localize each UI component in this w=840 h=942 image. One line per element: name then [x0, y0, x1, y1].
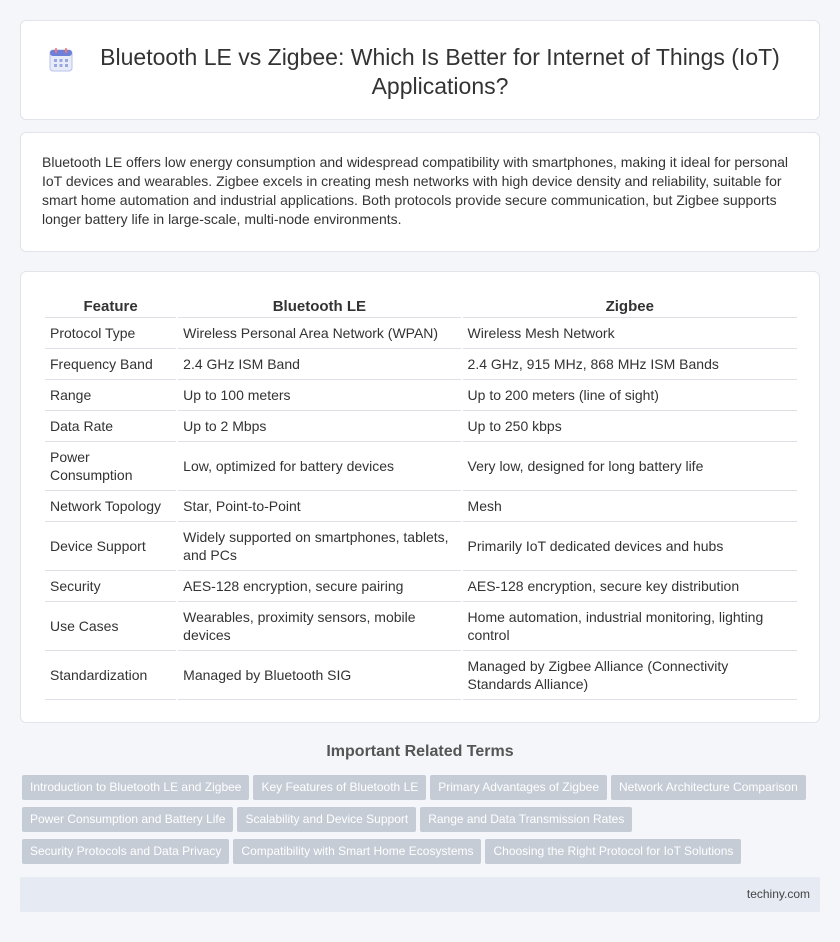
- related-term-tag[interactable]: Primary Advantages of Zigbee: [430, 775, 607, 800]
- feature-cell: Network Topology: [45, 491, 176, 522]
- column-header-zigbee: Zigbee: [463, 296, 797, 318]
- related-term-tag[interactable]: Network Architecture Comparison: [611, 775, 806, 800]
- zigbee-cell: Mesh: [463, 491, 797, 522]
- related-term-tag[interactable]: Compatibility with Smart Home Ecosystems: [233, 839, 481, 864]
- bluetooth-cell: Star, Point-to-Point: [178, 491, 460, 522]
- column-header-bluetooth-le: Bluetooth LE: [178, 296, 460, 318]
- bluetooth-cell: Widely supported on smartphones, tablets, and PCs: [178, 522, 460, 571]
- summary-card: [20, 132, 820, 252]
- related-terms-heading: Important Related Terms: [326, 743, 514, 760]
- feature-cell: Power Consumption: [45, 442, 176, 491]
- bluetooth-cell: AES-128 encryption, secure pairing: [178, 571, 460, 602]
- feature-cell: Device Support: [45, 522, 176, 571]
- feature-cell: Frequency Band: [45, 349, 176, 380]
- table-row: [45, 442, 797, 491]
- feature-cell: Standardization: [45, 651, 176, 700]
- zigbee-cell: 2.4 GHz, 915 MHz, 868 MHz ISM Bands: [463, 349, 797, 380]
- bluetooth-cell: 2.4 GHz ISM Band: [178, 349, 460, 380]
- title-card: [20, 20, 820, 120]
- feature-cell: Protocol Type: [45, 318, 176, 349]
- bluetooth-cell: Up to 100 meters: [178, 380, 460, 411]
- bluetooth-cell: Wearables, proximity sensors, mobile devices: [178, 602, 460, 651]
- related-term-tag[interactable]: Introduction to Bluetooth LE and Zigbee: [22, 775, 249, 800]
- feature-cell: Use Cases: [45, 602, 176, 651]
- zigbee-cell: Very low, designed for long battery life: [463, 442, 797, 491]
- bluetooth-cell: Wireless Personal Area Network (WPAN): [178, 318, 460, 349]
- zigbee-cell: Up to 250 kbps: [463, 411, 797, 442]
- table-row: [45, 651, 797, 700]
- related-term-tag[interactable]: Security Protocols and Data Privacy: [22, 839, 229, 864]
- comparison-table: [43, 296, 799, 700]
- zigbee-cell: Up to 200 meters (line of sight): [463, 380, 797, 411]
- feature-cell: Data Rate: [45, 411, 176, 442]
- zigbee-cell: Primarily IoT dedicated devices and hubs: [463, 522, 797, 571]
- related-term-tag[interactable]: Choosing the Right Protocol for IoT Solutions: [485, 839, 741, 864]
- bluetooth-cell: Low, optimized for battery devices: [178, 442, 460, 491]
- table-row: [45, 349, 797, 380]
- related-term-tag[interactable]: Power Consumption and Battery Life: [22, 807, 233, 832]
- footer-site-link[interactable]: techiny.com: [746, 887, 810, 901]
- column-header-feature: Feature: [45, 296, 176, 318]
- feature-cell: Security: [45, 571, 176, 602]
- table-header-row: [45, 296, 797, 318]
- feature-cell: Range: [45, 380, 176, 411]
- table-row: [45, 491, 797, 522]
- table-row: [45, 411, 797, 442]
- table-row: [45, 571, 797, 602]
- zigbee-cell: Wireless Mesh Network: [463, 318, 797, 349]
- footer: [20, 877, 820, 912]
- comparison-card: [20, 271, 820, 723]
- zigbee-cell: AES-128 encryption, secure key distribution: [463, 571, 797, 602]
- related-terms-list: [22, 775, 822, 871]
- table-row: [45, 380, 797, 411]
- table-row: [45, 522, 797, 571]
- page-title: Bluetooth LE vs Zigbee: Which Is Better for Internet of Things (IoT) Applications?: [100, 44, 780, 99]
- related-term-tag[interactable]: Range and Data Transmission Rates: [420, 807, 632, 832]
- table-row: [45, 602, 797, 651]
- related-term-tag[interactable]: Key Features of Bluetooth LE: [253, 775, 426, 800]
- related-term-tag[interactable]: Scalability and Device Support: [237, 807, 416, 832]
- zigbee-cell: Home automation, industrial monitoring, lighting control: [463, 602, 797, 651]
- bluetooth-cell: Managed by Bluetooth SIG: [178, 651, 460, 700]
- zigbee-cell: Managed by Zigbee Alliance (Connectivity Standards Alliance): [463, 651, 797, 700]
- summary-text: Bluetooth LE offers low energy consumption and widespread compatibility with smartphones, making it ideal for personal IoT devices and wearables. Zigbee excels in creating mesh networks with high device density and reliability, suitable for smart home automation and industrial applications. Both protocols provide secure communication, but Zigbee supports longer battery life in large-scale, multi-node environments.: [42, 154, 789, 227]
- bluetooth-cell: Up to 2 Mbps: [178, 411, 460, 442]
- table-row: [45, 318, 797, 349]
